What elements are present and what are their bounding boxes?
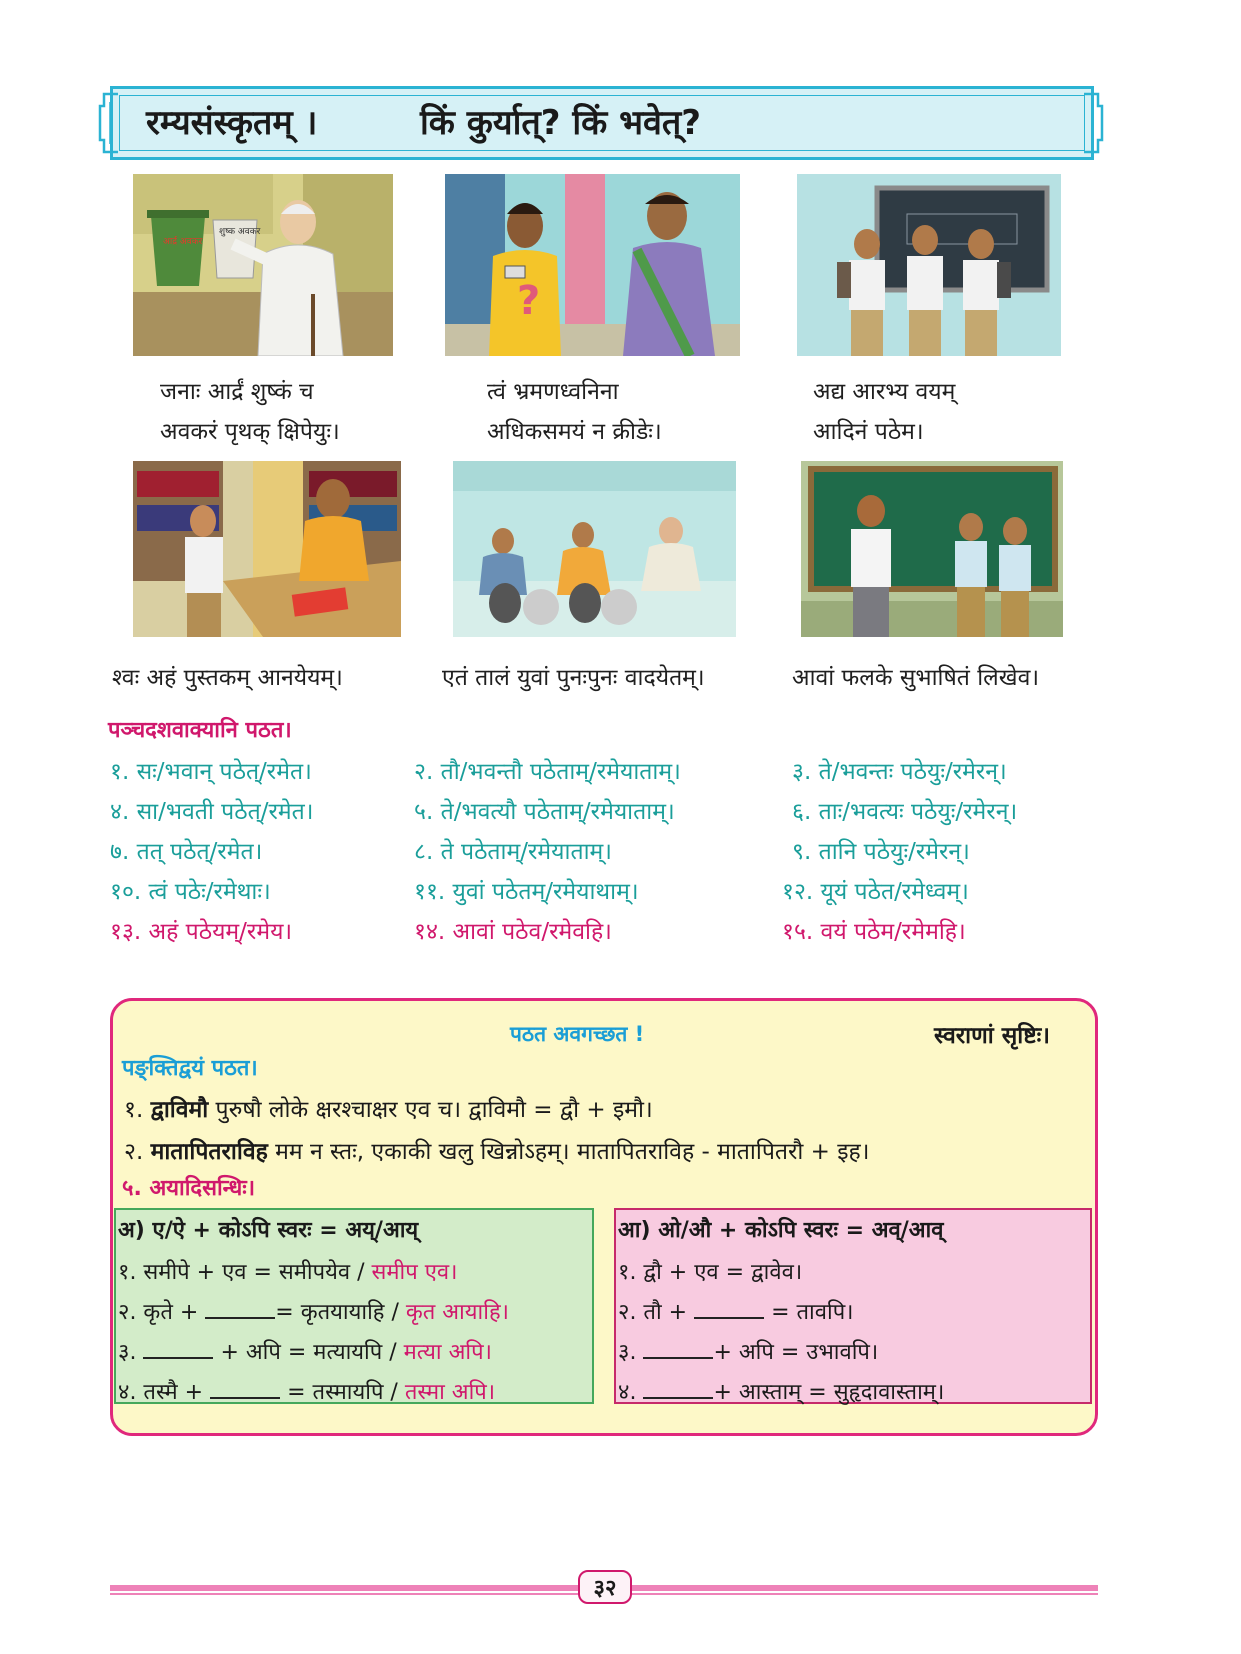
blank-line[interactable] <box>143 1356 213 1359</box>
right-row-2: २. तौ + = तावपि। <box>618 1300 854 1325</box>
right-row-4: ४. + आस्ताम् = सुहृदावास्ताम्। <box>618 1380 945 1405</box>
box-center-title: पठत अवगच्छत ! <box>510 1022 645 1046</box>
right-bracket-ornament <box>1082 92 1104 154</box>
box-right-title: स्वराणां सृष्टिः। <box>934 1023 1050 1049</box>
caption-4: श्वः अहं पुस्तकम् आनयेयम्। <box>112 665 343 691</box>
form-item: २. तौ/भवन्तौ पठेताम्/रमेयाताम्। <box>414 759 681 785</box>
svg-text:?: ? <box>517 278 541 324</box>
caption-5: एतं तालं युवां पुनःपुनः वादयेतम्। <box>442 665 705 691</box>
caption-3-line-1: अद्य आरभ्य वयम् <box>813 379 956 405</box>
form-item: ४. सा/भवती पठेत्/रमेत। <box>110 799 314 825</box>
form-item: ५. ते/भवत्यौ पठेताम्/रमेयाताम्। <box>414 799 675 825</box>
caption-1-line-2: अवकरं पृथक् क्षिपेयुः। <box>160 419 340 445</box>
form-item: ८. ते पठेताम्/रमेयाताम्। <box>414 839 612 865</box>
box-line-2: २. मातापितराविह मम न स्तः, एकाकी खलु खिन्नोऽहम्। मातापितराविह - मातापितरौ + इह। <box>124 1139 870 1165</box>
right-panel-title: आ) ओ/औ + कोऽपि स्वरः = अव्/आव् <box>618 1218 944 1243</box>
form-item: १. सः/भवान् पठेत्/रमेत। <box>110 759 312 785</box>
blank-line[interactable] <box>205 1316 275 1319</box>
form-item: ११. युवां पठेतम्/रमेयाथाम्। <box>414 879 639 905</box>
left-row-4: ४. तस्मै + = तस्मायपि / तस्मा अपि। <box>118 1380 496 1405</box>
form-item: ६. ताः/भवत्यः पठेयुः/रमेरन्। <box>792 799 1018 825</box>
illustration-waste-bins <box>133 174 393 356</box>
forms-heading: पञ्चदशवाक्यानि पठत। <box>108 718 292 743</box>
right-row-3: ३. + अपि = उभावपि। <box>618 1340 879 1365</box>
form-item: ९. तानि पठेयुः/रमेरन्। <box>792 839 970 865</box>
blank-line[interactable] <box>643 1396 713 1399</box>
left-row-1: १. समीपे + एव = समीपयेव / समीप एव। <box>118 1260 458 1285</box>
right-row-1: १. द्वौ + एव = द्वावेव। <box>618 1260 803 1285</box>
blank-line[interactable] <box>694 1316 764 1319</box>
illustration-tabla <box>453 461 736 637</box>
form-item: ७. तत् पठेत्/रमेत। <box>110 839 263 865</box>
form-item: १२. यूयं पठेत/रमेध्वम्। <box>782 879 969 905</box>
blank-line[interactable] <box>210 1396 280 1399</box>
form-item: १५. वयं पठेम/रमेमहि। <box>782 919 966 945</box>
box-line-1: १. द्वाविमौ पुरुषौ लोके क्षरश्चाक्षर एव च। द्वाविमौ = द्वौ + इमौ। <box>124 1097 653 1123</box>
illustration-students-board <box>797 174 1061 356</box>
caption-1-line-1: जनाः आर्द्रं शुष्कं च <box>160 379 314 405</box>
page-number: ३२ <box>593 1576 617 1601</box>
left-bracket-ornament <box>98 92 120 154</box>
sandhi-heading: ५. अयादिसन्धिः। <box>122 1176 256 1201</box>
caption-2-line-1: त्वं भ्रमणध्वनिना <box>487 379 619 405</box>
form-item: १३. अहं पठेयम्/रमेय। <box>110 919 293 945</box>
form-item: १०. त्वं पठेः/रमेथाः। <box>110 879 271 905</box>
book-title: रम्यसंस्कृतम् । <box>146 103 318 143</box>
caption-3-line-2: आदिनं पठेम। <box>813 419 924 445</box>
form-item: १४. आवां पठेव/रमेवहि। <box>414 919 612 945</box>
blank-line[interactable] <box>643 1356 713 1359</box>
caption-2-line-2: अधिकसमयं न क्रीडेः। <box>487 419 662 445</box>
box-sub-heading: पङ्क्तिद्वयं पठत। <box>122 1056 258 1081</box>
lesson-title: किं कुर्यात्? किं भवेत्? <box>420 103 701 143</box>
left-panel-title: अ) ए/ऐ + कोऽपि स्वरः = अय्/आय् <box>118 1218 419 1243</box>
caption-6: आवां फलके सुभाषितं लिखेव। <box>792 665 1040 691</box>
left-row-2: २. कृते + = कृतयायाहि / कृत आयाहि। <box>118 1300 509 1325</box>
bin-label-wet: आर्द्र अवकर <box>163 237 203 247</box>
left-row-3: ३. + अपि = मत्यायपि / मत्या अपि। <box>118 1340 492 1365</box>
form-item: ३. ते/भवन्तः पठेयुः/रमेरन्। <box>792 759 1007 785</box>
bin-label-dry: शुष्क अवकर <box>219 227 261 237</box>
illustration-library <box>133 461 401 637</box>
illustration-teacher-board <box>801 461 1063 637</box>
illustration-boy-phone <box>445 174 740 356</box>
